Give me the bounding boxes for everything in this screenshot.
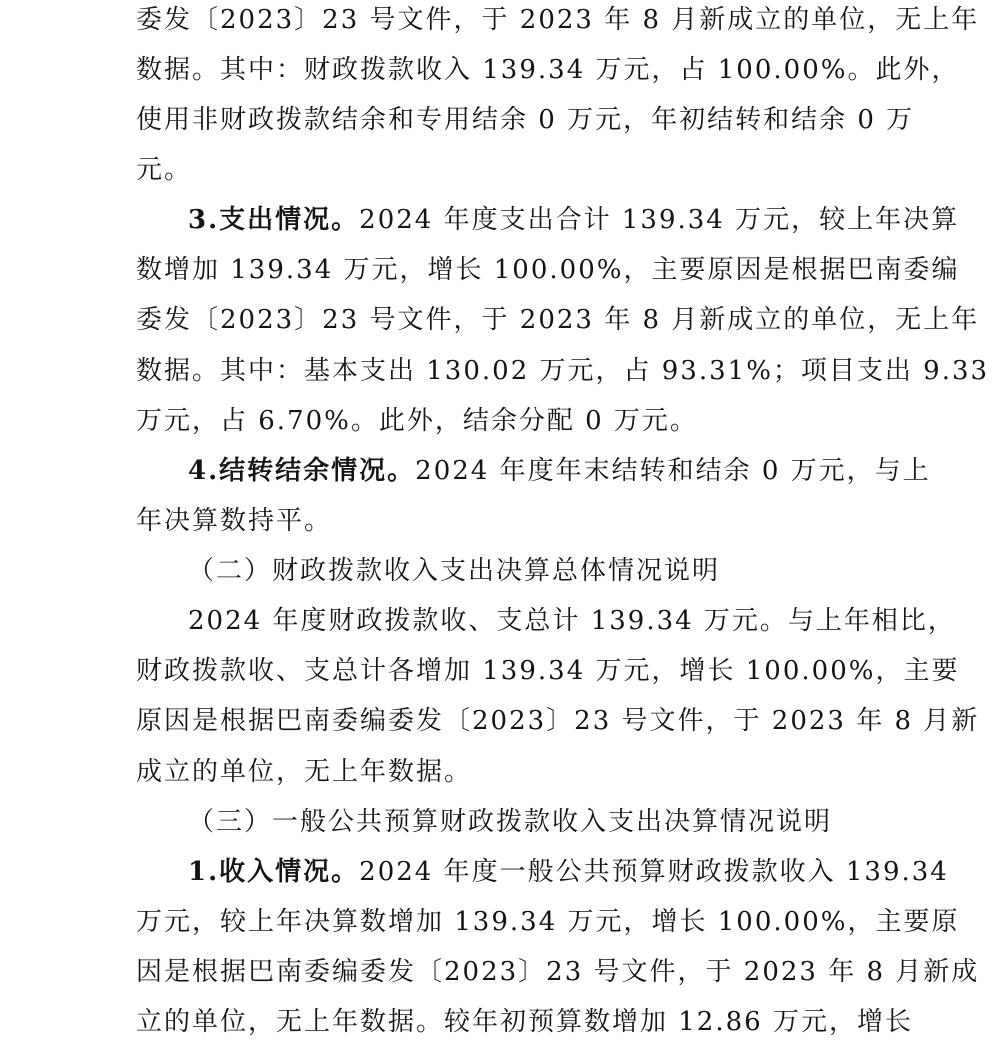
heading-text: 2024 年度一般公共预算财政拨款收入 139.34 xyxy=(359,857,949,887)
text-line: 数据。其中：财政拨款收入 139.34 万元，占 100.00%。此外， xyxy=(136,55,960,85)
section-heading-income xyxy=(188,854,949,890)
text-line: 立的单位，无上年数据。较年初预算数增加 12.86 万元，增长 xyxy=(136,1007,913,1037)
text-line: 因是根据巴南委编委发〔2023〕23 号文件，于 2023 年 8 月新成 xyxy=(136,957,980,987)
text-line: 成立的单位，无上年数据。 xyxy=(136,757,473,787)
text-line: 年决算数持平。 xyxy=(136,506,333,536)
heading-label: 4.结转结余情况。 xyxy=(188,456,416,486)
text-line: 2024 年度财政拨款收、支总计 139.34 万元。与上年相比， xyxy=(188,606,956,636)
text-line: 委发〔2023〕23 号文件，于 2023 年 8 月新成立的单位，无上年 xyxy=(136,5,980,35)
text-line: 使用非财政拨款结余和专用结余 0 万元，年初结转和结余 0 万 xyxy=(136,105,915,135)
section-title-two: （二）财政拨款收入支出决算总体情况说明 xyxy=(188,556,721,586)
heading-label: 1.收入情况。 xyxy=(188,857,360,887)
text-line: 财政拨款收、支总计各增加 139.34 万元，增长 100.00%，主要 xyxy=(136,656,960,686)
text-line: 数据。其中：基本支出 130.02 万元，占 93.31%；项目支出 9.33 xyxy=(136,356,990,386)
text-line: 数增加 139.34 万元，增长 100.00%，主要原因是根据巴南委编 xyxy=(136,255,960,285)
text-line: 万元，占 6.70%。此外，结余分配 0 万元。 xyxy=(136,406,698,436)
text-line: 委发〔2023〕23 号文件，于 2023 年 8 月新成立的单位，无上年 xyxy=(136,305,980,335)
heading-label: 3.支出情况。 xyxy=(188,205,360,235)
section-heading-carryover xyxy=(188,453,931,489)
text-line: 元。 xyxy=(136,155,193,185)
text-line: 原因是根据巴南委编委发〔2023〕23 号文件，于 2023 年 8 月新 xyxy=(136,706,980,736)
text-line: 万元，较上年决算数增加 139.34 万元，增长 100.00%，主要原 xyxy=(136,907,960,937)
section-heading-expenditure xyxy=(188,202,960,238)
heading-text: 2024 年度支出合计 139.34 万元，较上年决算 xyxy=(359,205,960,235)
section-title-three: （三）一般公共预算财政拨款收入支出决算情况说明 xyxy=(188,807,833,837)
heading-text: 2024 年度年末结转和结余 0 万元，与上 xyxy=(415,456,931,486)
